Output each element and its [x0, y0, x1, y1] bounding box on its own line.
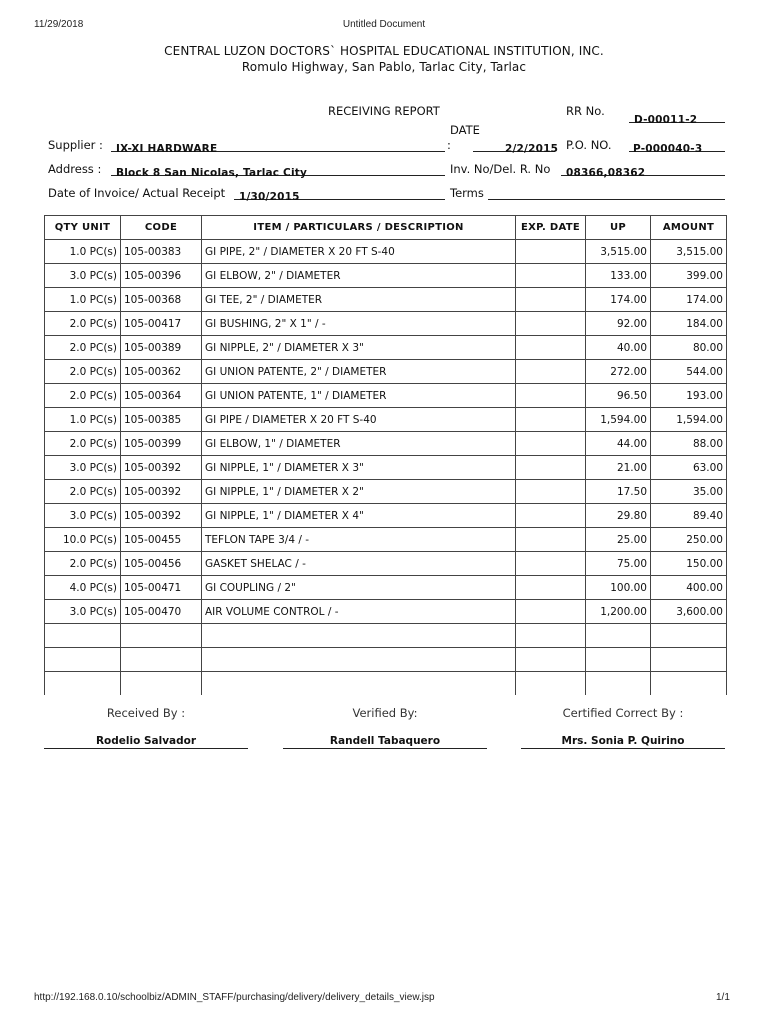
cell-amount: 35.00 [651, 480, 727, 504]
blank-cell [202, 624, 516, 648]
cell-amount: 3,600.00 [651, 600, 727, 624]
table-row [45, 312, 727, 336]
table-row [45, 288, 727, 312]
blank-cell [586, 648, 651, 672]
blank-row [45, 672, 727, 696]
cell-description: AIR VOLUME CONTROL / - [202, 600, 516, 624]
cell-description: TEFLON TAPE 3/4 / - [202, 528, 516, 552]
print-doc-title: Untitled Document [342, 19, 426, 30]
cell-code: 105-00364 [121, 384, 202, 408]
invoice-date-label: Date of Invoice/ Actual Receipt [48, 186, 226, 200]
blank-cell [651, 624, 727, 648]
table-row [45, 504, 727, 528]
table-row [45, 552, 727, 576]
cell-description: GI BUSHING, 2" X 1" / - [202, 312, 516, 336]
cell-qty-unit: 3.0 PC(s) [45, 264, 121, 288]
received-by-name: Rodelio Salvador [44, 735, 248, 749]
table-row [45, 480, 727, 504]
inv-field [561, 161, 725, 179]
cell-exp-date [516, 528, 586, 552]
print-date: 11/29/2018 [34, 19, 84, 30]
cell-up: 21.00 [586, 456, 651, 480]
cell-code: 105-00392 [121, 480, 202, 504]
blank-cell [121, 648, 202, 672]
cell-description: GI NIPPLE, 2" / DIAMETER X 3" [202, 336, 516, 360]
rr-no-field [629, 108, 725, 126]
cell-qty-unit: 4.0 PC(s) [45, 576, 121, 600]
cell-qty-unit: 2.0 PC(s) [45, 360, 121, 384]
cell-up: 1,594.00 [586, 408, 651, 432]
table-row [45, 336, 727, 360]
print-url: http://192.168.0.10/schoolbiz/ADMIN_STAFF/purchasing/delivery/delivery_details_view.jsp [34, 992, 435, 1003]
cell-qty-unit: 10.0 PC(s) [45, 528, 121, 552]
cell-code: 105-00392 [121, 456, 202, 480]
cell-code: 105-00455 [121, 528, 202, 552]
certified-by-label: Certified Correct By : [562, 706, 684, 720]
cell-description: GI NIPPLE, 1" / DIAMETER X 3" [202, 456, 516, 480]
cell-amount: 544.00 [651, 360, 727, 384]
address-field [111, 161, 445, 179]
cell-description: GI NIPPLE, 1" / DIAMETER X 4" [202, 504, 516, 528]
terms-label: Terms [450, 186, 484, 200]
cell-description: GI TEE, 2" / DIAMETER [202, 288, 516, 312]
cell-up: 92.00 [586, 312, 651, 336]
blank-cell [121, 624, 202, 648]
col-up: UP [586, 216, 651, 240]
cell-description: GI NIPPLE, 1" / DIAMETER X 2" [202, 480, 516, 504]
cell-qty-unit: 1.0 PC(s) [45, 288, 121, 312]
cell-up: 1,200.00 [586, 600, 651, 624]
cell-description: GI ELBOW, 1" / DIAMETER [202, 432, 516, 456]
cell-qty-unit: 2.0 PC(s) [45, 384, 121, 408]
address-value: Block 8 San Nicolas, Tarlac City [116, 167, 308, 179]
cell-exp-date [516, 480, 586, 504]
cell-description: GASKET SHELAC / - [202, 552, 516, 576]
cell-code: 105-00383 [121, 240, 202, 264]
table-row [45, 408, 727, 432]
cell-qty-unit: 2.0 PC(s) [45, 552, 121, 576]
cell-code: 105-00470 [121, 600, 202, 624]
table-row [45, 240, 727, 264]
cell-description: GI COUPLING / 2" [202, 576, 516, 600]
table-row [45, 264, 727, 288]
rr-no-value: D-00011-2 [634, 114, 698, 126]
cell-description: GI PIPE / DIAMETER X 20 FT S-40 [202, 408, 516, 432]
cell-exp-date [516, 552, 586, 576]
blank-cell [202, 648, 516, 672]
cell-qty-unit: 2.0 PC(s) [45, 480, 121, 504]
cell-qty-unit: 3.0 PC(s) [45, 600, 121, 624]
cell-up: 29.80 [586, 504, 651, 528]
cell-up: 3,515.00 [586, 240, 651, 264]
cell-code: 105-00385 [121, 408, 202, 432]
cell-exp-date [516, 240, 586, 264]
cell-amount: 1,594.00 [651, 408, 727, 432]
supplier-value: IX-XI HARDWARE [116, 143, 218, 155]
print-page-number: 1/1 [716, 992, 730, 1003]
cell-exp-date [516, 432, 586, 456]
cell-exp-date [516, 360, 586, 384]
inv-value: 08366,08362 [566, 167, 646, 179]
blank-cell [202, 672, 516, 696]
blank-cell [45, 672, 121, 696]
cell-amount: 399.00 [651, 264, 727, 288]
cell-exp-date [516, 384, 586, 408]
cell-description: GI ELBOW, 2" / DIAMETER [202, 264, 516, 288]
cell-up: 96.50 [586, 384, 651, 408]
po-label: P.O. NO. [566, 138, 612, 152]
cell-exp-date [516, 336, 586, 360]
table-row [45, 600, 727, 624]
cell-up: 133.00 [586, 264, 651, 288]
po-field [629, 137, 725, 155]
blank-cell [45, 624, 121, 648]
supplier-field [111, 137, 445, 155]
blank-cell [121, 672, 202, 696]
table-header-row [45, 216, 727, 240]
date-colon: : [447, 138, 451, 152]
cell-exp-date [516, 288, 586, 312]
blank-cell [516, 672, 586, 696]
cell-amount: 174.00 [651, 288, 727, 312]
cell-code: 105-00368 [121, 288, 202, 312]
cell-qty-unit: 2.0 PC(s) [45, 336, 121, 360]
cell-up: 17.50 [586, 480, 651, 504]
cell-qty-unit: 2.0 PC(s) [45, 312, 121, 336]
cell-exp-date [516, 576, 586, 600]
institution-address: Romulo Highway, San Pablo, Tarlac City, Tarlac [241, 60, 527, 74]
cell-code: 105-00399 [121, 432, 202, 456]
date-field [473, 137, 559, 155]
cell-amount: 400.00 [651, 576, 727, 600]
cell-up: 75.00 [586, 552, 651, 576]
cell-exp-date [516, 408, 586, 432]
cell-code: 105-00456 [121, 552, 202, 576]
date-value: 2/2/2015 [505, 143, 559, 155]
cell-code: 105-00471 [121, 576, 202, 600]
po-value: P-000040-3 [633, 143, 703, 155]
cell-up: 25.00 [586, 528, 651, 552]
cell-description: GI PIPE, 2" / DIAMETER X 20 FT S-40 [202, 240, 516, 264]
col-qty-unit: QTY UNIT [45, 216, 121, 240]
cell-amount: 150.00 [651, 552, 727, 576]
cell-exp-date [516, 504, 586, 528]
cell-code: 105-00362 [121, 360, 202, 384]
cell-code: 105-00392 [121, 504, 202, 528]
cell-exp-date [516, 264, 586, 288]
items-body [45, 240, 727, 696]
blank-cell [45, 648, 121, 672]
blank-cell [586, 624, 651, 648]
cell-code: 105-00389 [121, 336, 202, 360]
cell-qty-unit: 1.0 PC(s) [45, 240, 121, 264]
table-row [45, 432, 727, 456]
institution-name: CENTRAL LUZON DOCTORS` HOSPITAL EDUCATIONAL INSTITUTION, INC. [164, 44, 604, 58]
blank-cell [516, 648, 586, 672]
cell-up: 40.00 [586, 336, 651, 360]
invoice-date-value: 1/30/2015 [239, 191, 300, 203]
cell-qty-unit: 3.0 PC(s) [45, 504, 121, 528]
cell-up: 272.00 [586, 360, 651, 384]
table-row [45, 384, 727, 408]
cell-amount: 89.40 [651, 504, 727, 528]
cell-amount: 184.00 [651, 312, 727, 336]
blank-cell [651, 672, 727, 696]
blank-cell [516, 624, 586, 648]
cell-exp-date [516, 456, 586, 480]
rr-no-label: RR No. [566, 104, 605, 118]
cell-up: 100.00 [586, 576, 651, 600]
cell-up: 174.00 [586, 288, 651, 312]
cell-qty-unit: 3.0 PC(s) [45, 456, 121, 480]
verified-by-name: Randell Tabaquero [283, 735, 487, 749]
col-code: CODE [121, 216, 202, 240]
blank-row [45, 648, 727, 672]
supplier-label: Supplier : [48, 138, 103, 152]
received-by-label: Received By : [106, 706, 186, 720]
table-row [45, 576, 727, 600]
cell-description: GI UNION PATENTE, 2" / DIAMETER [202, 360, 516, 384]
report-title: RECEIVING REPORT [328, 104, 440, 118]
cell-amount: 193.00 [651, 384, 727, 408]
blank-cell [586, 672, 651, 696]
address-label: Address : [48, 162, 102, 176]
terms-field [488, 185, 725, 200]
cell-code: 105-00396 [121, 264, 202, 288]
cell-qty-unit: 2.0 PC(s) [45, 432, 121, 456]
cell-exp-date [516, 600, 586, 624]
cell-amount: 80.00 [651, 336, 727, 360]
cell-code: 105-00417 [121, 312, 202, 336]
cell-amount: 250.00 [651, 528, 727, 552]
table-row [45, 456, 727, 480]
verified-by-label: Verified By: [352, 706, 418, 720]
certified-by-name: Mrs. Sonia P. Quirino [521, 735, 725, 749]
blank-cell [651, 648, 727, 672]
date-label: DATE [450, 123, 480, 137]
invoice-date-field [234, 185, 445, 203]
cell-up: 44.00 [586, 432, 651, 456]
cell-description: GI UNION PATENTE, 1" / DIAMETER [202, 384, 516, 408]
cell-exp-date [516, 312, 586, 336]
table-row [45, 360, 727, 384]
cell-amount: 63.00 [651, 456, 727, 480]
cell-amount: 3,515.00 [651, 240, 727, 264]
items-table [44, 215, 727, 695]
col-amount: AMOUNT [651, 216, 727, 240]
inv-label: Inv. No/Del. R. No [450, 162, 551, 176]
cell-qty-unit: 1.0 PC(s) [45, 408, 121, 432]
table-row [45, 528, 727, 552]
col-description: ITEM / PARTICULARS / DESCRIPTION [202, 216, 516, 240]
cell-amount: 88.00 [651, 432, 727, 456]
col-exp-date: EXP. DATE [516, 216, 586, 240]
blank-row [45, 624, 727, 648]
